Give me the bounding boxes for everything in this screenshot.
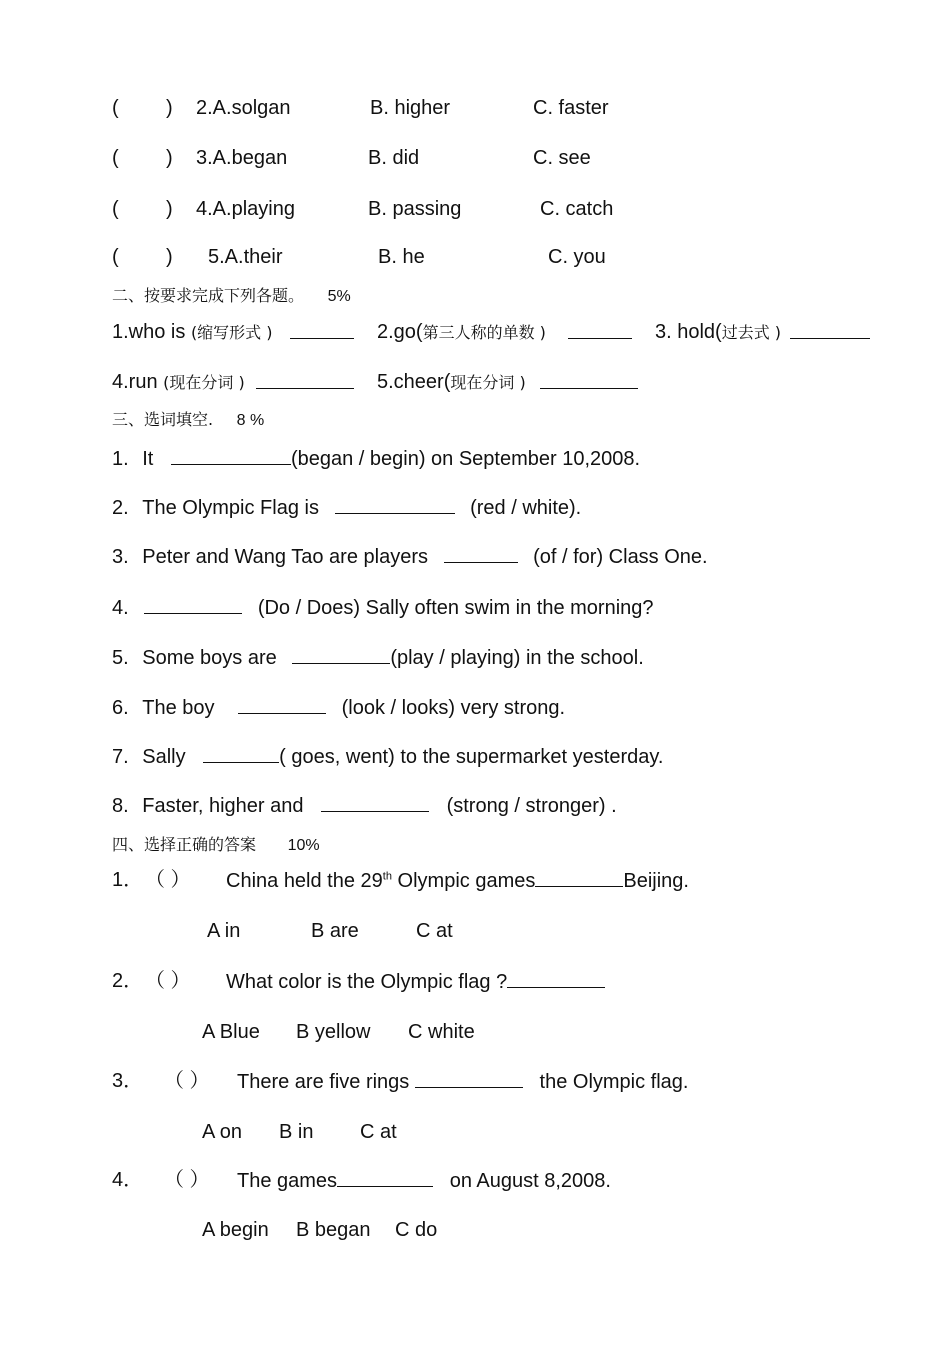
paren-close: ) xyxy=(166,246,173,268)
answer-paren[interactable]: （ ） xyxy=(145,970,191,992)
question-text-a: There are five rings xyxy=(237,1071,410,1093)
answer-blank[interactable] xyxy=(256,370,354,389)
option-a[interactable]: A Blue xyxy=(202,1021,260,1043)
item-number: 3. xyxy=(112,546,129,568)
option-a[interactable]: A begin xyxy=(202,1219,269,1241)
fill-item-4 xyxy=(112,595,654,620)
paren-close: ) xyxy=(166,198,173,220)
answer-blank[interactable] xyxy=(335,495,455,514)
paren-close: ) xyxy=(166,147,173,169)
item-after: (Do / Does) Sally often swim in the morning? xyxy=(257,597,654,619)
question-text-a: What color is the Olympic flag ? xyxy=(226,971,508,993)
option-b[interactable]: B in xyxy=(279,1121,314,1143)
item-number: 1. xyxy=(112,448,129,470)
item-after: (look / looks) very strong. xyxy=(341,697,566,719)
option-a[interactable]: A in xyxy=(207,920,241,942)
question-text xyxy=(226,969,605,994)
item-after: (red / white). xyxy=(470,497,582,519)
item-hint: 第三人称的单数 ) xyxy=(422,323,546,342)
section4-score: 10% xyxy=(287,837,320,854)
superscript: th xyxy=(382,870,392,883)
question-text xyxy=(226,868,689,893)
answer-blank[interactable] xyxy=(290,320,354,339)
item-number: 8. xyxy=(112,795,129,817)
answer-blank[interactable] xyxy=(535,868,623,887)
paren-open: ( xyxy=(112,147,119,169)
item-number: 4. xyxy=(112,597,129,619)
item-before: Faster, higher and xyxy=(142,795,304,817)
item-after: (play / playing) in the school. xyxy=(390,647,644,669)
paren-close: ) xyxy=(166,97,173,119)
item-before: It xyxy=(142,448,154,470)
item-word: 4.run xyxy=(112,371,158,393)
question-text-b: on August 8,2008. xyxy=(449,1170,611,1192)
answer-blank[interactable] xyxy=(321,793,429,812)
answer-blank[interactable] xyxy=(203,744,279,763)
item-go xyxy=(377,320,546,345)
answer-blank[interactable] xyxy=(292,645,390,664)
answer-blank[interactable] xyxy=(568,320,632,339)
answer-blank[interactable] xyxy=(144,595,242,614)
answer-blank[interactable] xyxy=(790,320,870,339)
item-hint: 现在分词 ) xyxy=(450,373,526,392)
item-number: 7. xyxy=(112,746,129,768)
option-b: B. did xyxy=(368,147,420,169)
question-text-c: Beijing. xyxy=(623,870,689,892)
option-a[interactable]: A on xyxy=(202,1121,243,1143)
item-after: (of / for) Class One. xyxy=(533,546,708,568)
item-number: 6. xyxy=(112,697,129,719)
option-b: B. he xyxy=(378,246,425,268)
item-hint: 过去式 ) xyxy=(721,323,782,342)
answer-blank[interactable] xyxy=(415,1069,523,1088)
option-c: C. see xyxy=(533,147,591,169)
section3-score: 8 % xyxy=(236,412,265,429)
fill-item-1 xyxy=(112,446,640,471)
option-c[interactable]: C do xyxy=(395,1219,438,1241)
question-text-b: Olympic games xyxy=(397,870,536,892)
answer-blank[interactable] xyxy=(337,1168,433,1187)
answer-blank[interactable] xyxy=(171,446,291,465)
answer-blank[interactable] xyxy=(238,695,326,714)
answer-blank[interactable] xyxy=(444,544,518,563)
fill-item-3 xyxy=(112,544,708,569)
option-b[interactable]: B yellow xyxy=(296,1021,371,1043)
item-after: (strong / stronger) . xyxy=(446,795,617,817)
question-number: 2． xyxy=(112,970,144,992)
question-text-a: The games xyxy=(237,1170,338,1192)
fill-item-6 xyxy=(112,695,565,720)
item-number: 2. xyxy=(112,497,129,519)
item-number: 5. xyxy=(112,647,129,669)
answer-paren[interactable]: （ ） xyxy=(164,1169,210,1191)
item-word: 5.cheer( xyxy=(377,371,451,393)
option-a: 2.A.solgan xyxy=(196,97,291,119)
item-word: 2.go( xyxy=(377,321,423,343)
item-before: Peter and Wang Tao are players xyxy=(142,546,428,568)
fill-item-2 xyxy=(112,495,581,520)
item-word: 1.who is xyxy=(112,321,186,343)
item-who-is xyxy=(112,320,273,345)
item-after: (began / begin) on September 10,2008. xyxy=(290,448,641,470)
answer-paren[interactable]: （ ） xyxy=(164,1070,210,1092)
item-run xyxy=(112,370,245,395)
option-b[interactable]: B are xyxy=(311,920,359,942)
section4-heading xyxy=(112,832,320,858)
item-hint: (缩写形式 ) xyxy=(190,323,273,342)
option-a: 3.A.began xyxy=(196,147,288,169)
option-b[interactable]: B began xyxy=(296,1219,371,1241)
option-c: C. catch xyxy=(540,198,614,220)
question-text xyxy=(237,1168,611,1193)
option-a: 5.A.their xyxy=(208,246,283,268)
section2-title: 二、按要求完成下列各题。 xyxy=(112,286,305,305)
fill-item-8 xyxy=(112,793,617,818)
item-before: The boy xyxy=(142,697,215,719)
item-after: ( goes, went) to the supermarket yesterday. xyxy=(279,746,664,768)
item-before: The Olympic Flag is xyxy=(142,497,319,519)
option-a: 4.A.playing xyxy=(196,198,295,220)
answer-paren[interactable]: （ ） xyxy=(145,869,191,891)
item-before: Sally xyxy=(142,746,186,768)
question-text-b: the Olympic flag. xyxy=(539,1071,689,1093)
section3-title: 三、选词填空. xyxy=(112,410,214,429)
option-c: C. you xyxy=(548,246,606,268)
fill-item-7 xyxy=(112,744,663,769)
question-text-a: China held the 29 xyxy=(226,870,383,892)
option-c[interactable]: C at xyxy=(416,920,453,942)
option-b: B. passing xyxy=(368,198,462,220)
option-c: C. faster xyxy=(533,97,609,119)
item-cheer xyxy=(377,370,526,395)
question-number: 4． xyxy=(112,1169,144,1191)
item-before: Some boys are xyxy=(142,647,277,669)
paren-open: ( xyxy=(112,246,119,268)
answer-blank[interactable] xyxy=(507,969,605,988)
paren-open: ( xyxy=(112,97,119,119)
section3-heading xyxy=(112,407,264,433)
option-c[interactable]: C at xyxy=(360,1121,397,1143)
question-text xyxy=(237,1069,688,1094)
fill-item-5 xyxy=(112,645,644,670)
section2-score: 5% xyxy=(327,288,351,305)
option-b: B. higher xyxy=(370,97,451,119)
option-c[interactable]: C white xyxy=(408,1021,475,1043)
question-number: 3． xyxy=(112,1070,144,1092)
question-number: 1． xyxy=(112,869,144,891)
section2-heading xyxy=(112,283,351,309)
section4-title: 四、选择正确的答案 xyxy=(112,835,257,854)
item-hold xyxy=(655,320,781,345)
answer-blank[interactable] xyxy=(540,370,638,389)
item-hint: (现在分词 ) xyxy=(163,373,245,392)
item-word: 3. hold( xyxy=(655,321,722,343)
paren-open: ( xyxy=(112,198,119,220)
